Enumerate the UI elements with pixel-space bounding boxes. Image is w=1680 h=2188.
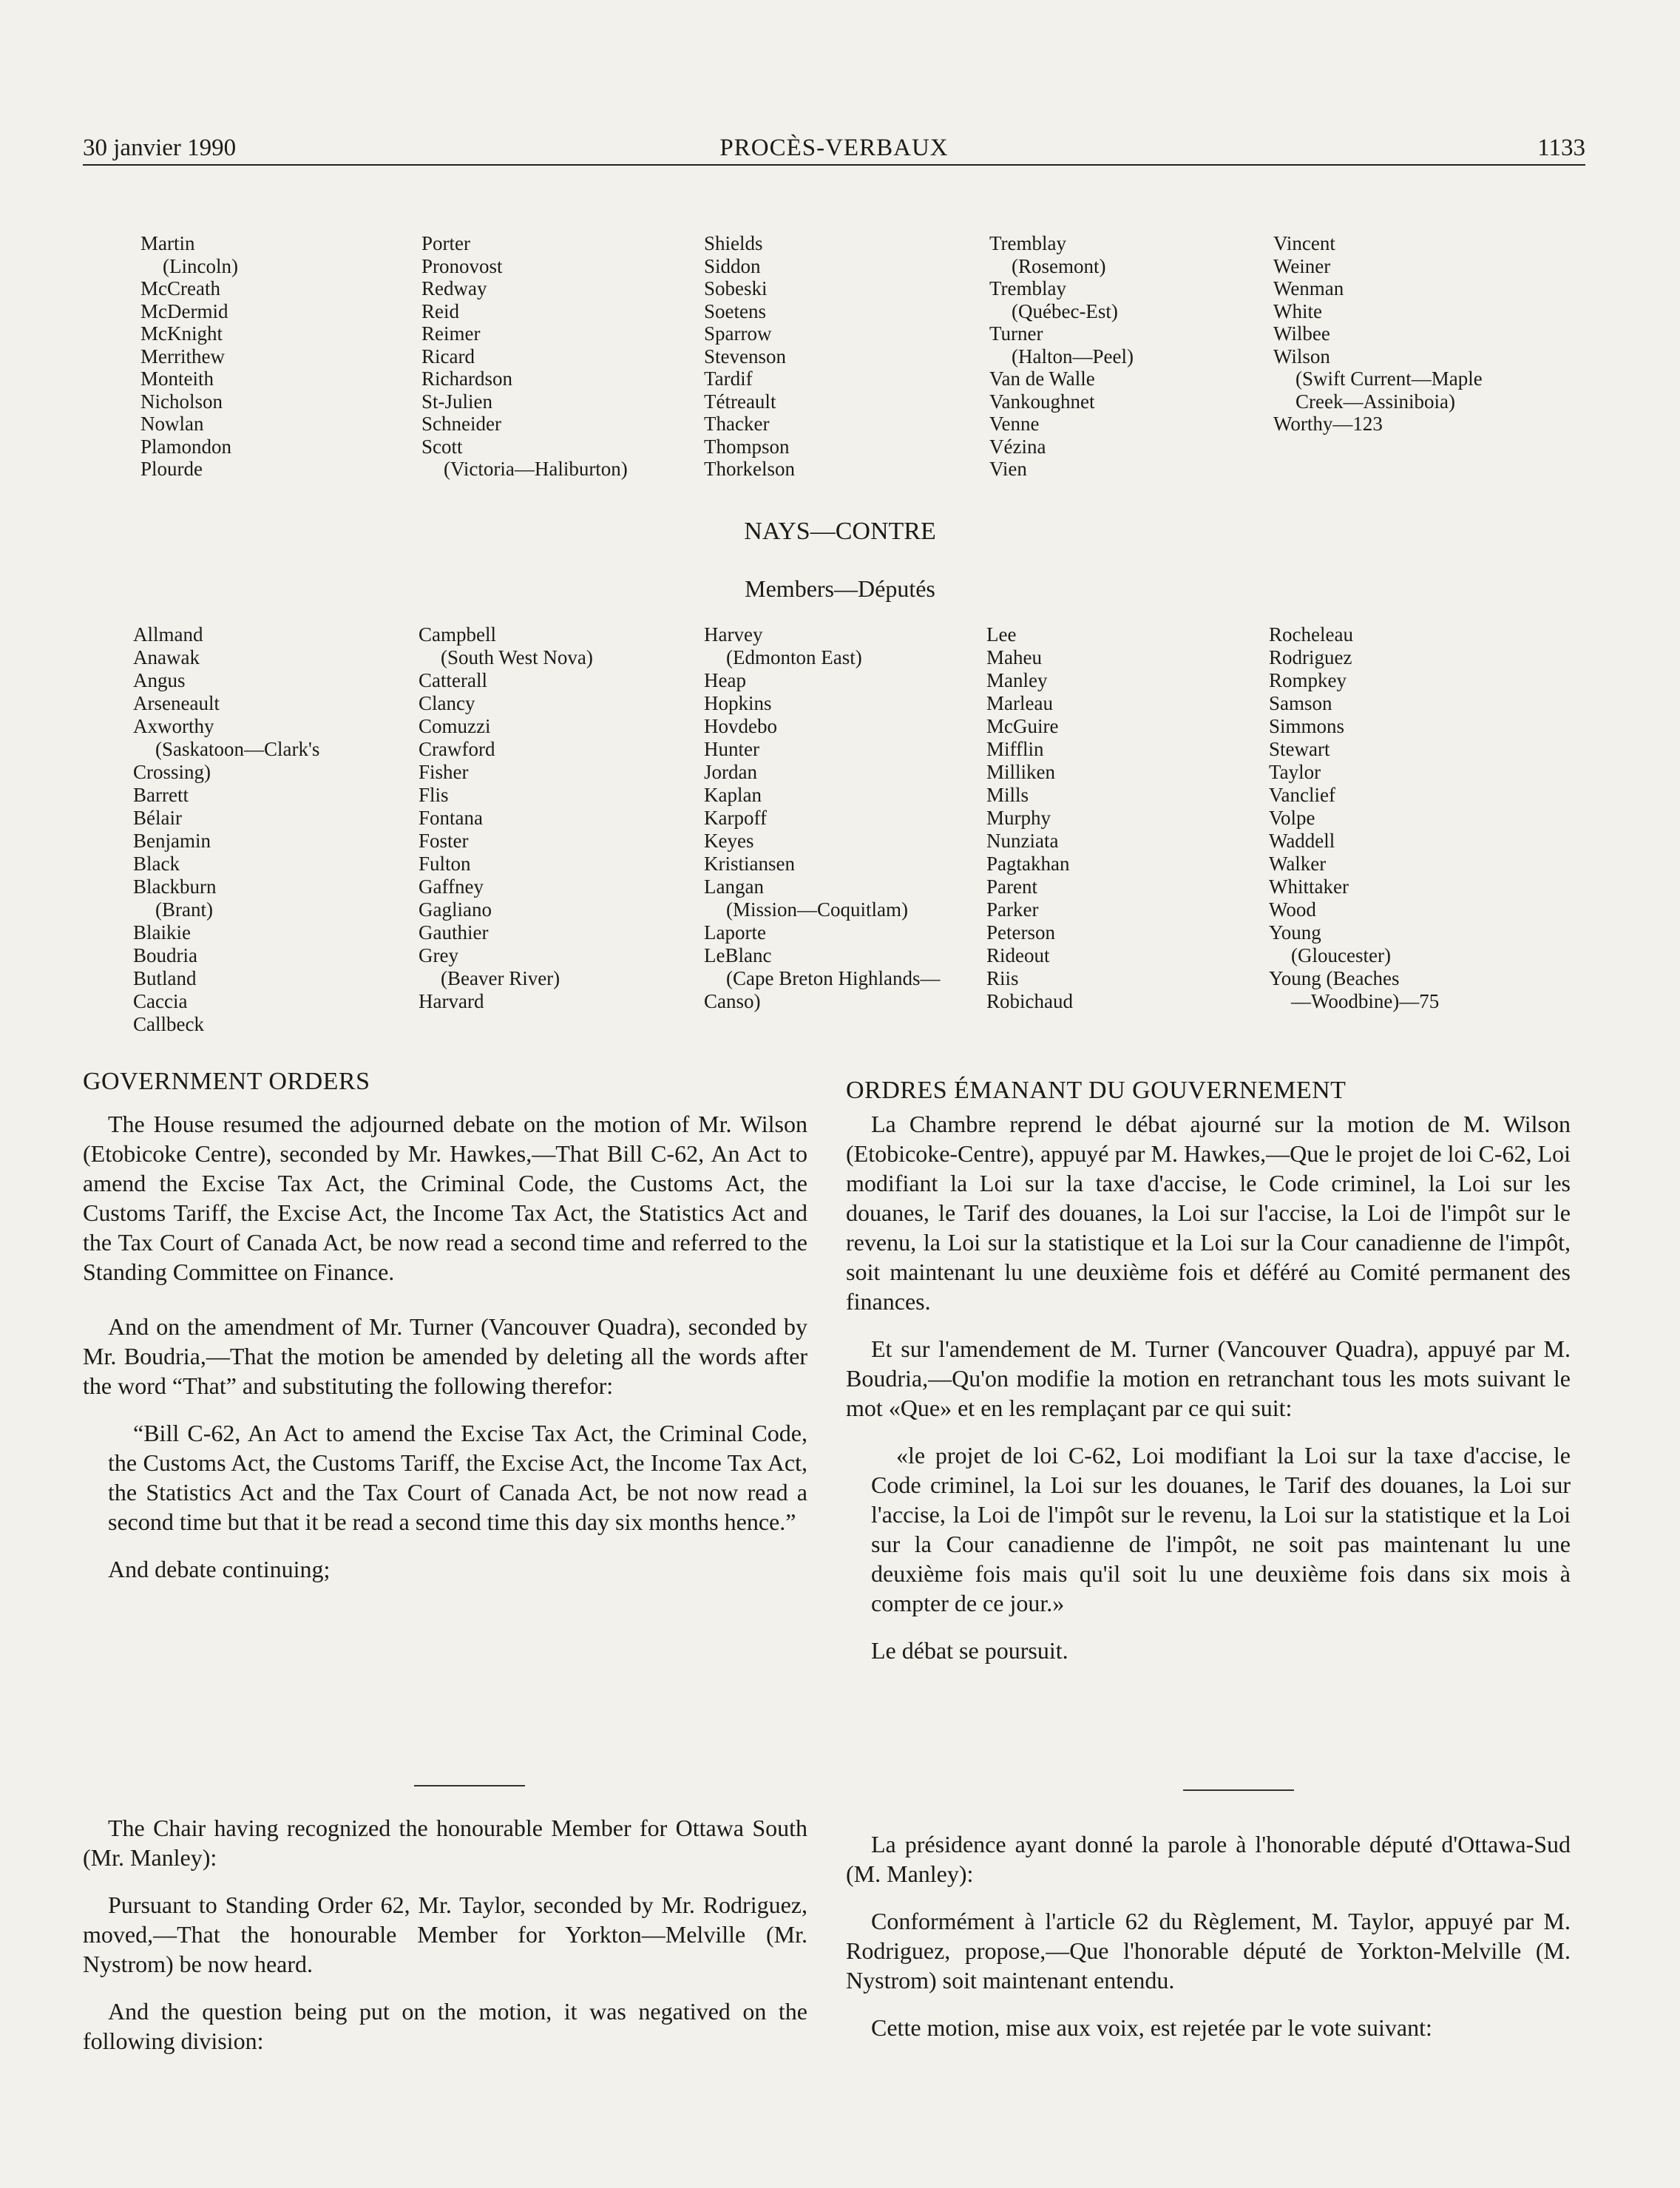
member-name: Comuzzi: [419, 715, 491, 737]
member-name: Thompson: [704, 435, 790, 458]
member-name: (South West Nova): [441, 646, 593, 668]
member-name: (Lincoln): [163, 254, 238, 277]
name-column: [1269, 623, 1439, 1013]
member-name: McCreath: [140, 277, 220, 299]
member-name: Creek—Assiniboia): [1295, 390, 1455, 413]
member-name: Catterall: [419, 669, 487, 691]
member-name: Harvey: [704, 623, 763, 646]
member-name: Riis: [986, 967, 1019, 989]
member-name: Blaikie: [133, 921, 191, 944]
member-name: Worthy—123: [1273, 413, 1383, 435]
member-name: Waddell: [1269, 830, 1335, 852]
member-name: Scott: [421, 435, 463, 458]
member-name: Volpe: [1269, 807, 1315, 829]
member-name: Tardif: [704, 368, 753, 390]
member-name: Kristiansen: [704, 853, 795, 875]
member-name: —Woodbine)—75: [1291, 990, 1440, 1012]
member-name: McGuire: [986, 715, 1059, 737]
member-name: Monteith: [140, 368, 214, 390]
member-name: Angus: [133, 669, 186, 691]
name-column: [133, 623, 319, 1036]
name-column: [704, 232, 795, 481]
nays-heading: NAYS—CONTRE: [744, 518, 936, 545]
member-name: Soetens: [704, 299, 766, 322]
member-name: Barrett: [133, 784, 189, 806]
member-name: Parker: [986, 898, 1039, 921]
member-name: Flis: [419, 784, 449, 806]
header-date: 30 janvier 1990: [83, 135, 237, 161]
member-name: Gaffney: [419, 875, 484, 898]
member-name: Gagliano: [419, 898, 492, 921]
english-paragraph: Pursuant to Standing Order 62, Mr. Taylor, seconded by Mr. Rodriguez, moved,—That the honourable Member for Yorkton—Melville (Mr. Nystrom) be now heard.: [83, 1891, 807, 1977]
member-name: (Beaver River): [441, 967, 560, 989]
french-paragraph: La présidence ayant donné la parole à l'honorable député d'Ottawa-Sud (M. Manley):: [846, 1831, 1571, 1887]
member-name: Vanclief: [1269, 784, 1335, 806]
member-name: Lee: [986, 623, 1017, 646]
member-name: Venne: [989, 413, 1040, 435]
member-name: Boudria: [133, 944, 197, 966]
member-name: Clancy: [419, 692, 475, 714]
member-name: Mifflin: [986, 738, 1044, 760]
member-name: Caccia: [133, 990, 188, 1012]
header-title: PROCÈS-VERBAUX: [719, 135, 949, 161]
member-name: Gauthier: [419, 921, 489, 944]
member-name: Redway: [421, 277, 487, 299]
english-paragraph: And on the amendment of Mr. Turner (Vancouver Quadra), seconded by Mr. Boudria,—That the motion be amended by deleting all the words after the word “That” and substituting the following therefor:: [83, 1313, 807, 1399]
member-name: Arseneault: [133, 692, 220, 714]
member-name: Vincent: [1273, 232, 1335, 254]
member-name: Kaplan: [704, 784, 762, 806]
member-name: Shields: [704, 232, 763, 254]
member-name: White: [1273, 299, 1322, 322]
member-name: Siddon: [704, 254, 761, 277]
member-name: (Mission—Coquitlam): [726, 898, 909, 921]
member-name: Keyes: [704, 830, 754, 852]
member-name: Hopkins: [704, 692, 772, 714]
member-name: Sparrow: [704, 322, 772, 345]
member-name: Laporte: [704, 921, 766, 944]
member-name: Porter: [421, 232, 470, 254]
member-name: Mills: [986, 784, 1029, 806]
member-name: Butland: [133, 967, 197, 989]
member-name: Jordan: [704, 761, 757, 783]
french-paragraph: La Chambre reprend le débat ajourné sur la motion de M. Wilson (Etobicoke-Centre), appuyé par M. Hawkes,—Que le projet de loi C-62, Loi modifiant la Loi sur la taxe d'accise, le Code criminel, la Loi sur les douanes, le Tarif des douanes, la Loi sur l'accise, la Loi de l'impôt sur le revenu, la Loi sur la statistique et la Loi sur la Cour canadienne de l'impôt, soit maintenant lu une deuxième fois et déféré au Comité permanent des finances.: [846, 1111, 1571, 1315]
member-name: Stevenson: [704, 345, 786, 368]
member-name: Weiner: [1273, 254, 1331, 277]
member-name: Canso): [704, 990, 761, 1012]
member-name: Rodriguez: [1269, 646, 1352, 668]
member-name: Robichaud: [986, 990, 1073, 1012]
member-name: Wilbee: [1273, 322, 1330, 345]
member-name: Vézina: [989, 435, 1046, 458]
member-name: Wood: [1269, 898, 1316, 921]
member-name: (Halton—Peel): [1012, 345, 1134, 368]
member-name: (Gloucester): [1291, 944, 1391, 966]
member-name: Hunter: [704, 738, 759, 760]
english-paragraph: The House resumed the adjourned debate on the motion of Mr. Wilson (Etobicoke Centre), seconded by Mr. Hawkes,—That Bill C-62, An Act to amend the Excise Tax Act, the Criminal Code, the Customs Act, the Customs Tariff, the Excise Act, the Income Tax Act, the Statistics Act and the Tax Court of Canada Act, be now read a second time and referred to the Standing Committee on Finance.: [83, 1111, 807, 1285]
english-column-lower: [83, 1813, 807, 2073]
member-name: Pagtakhan: [986, 853, 1070, 875]
member-name: Thorkelson: [704, 458, 795, 480]
member-name: Samson: [1269, 692, 1332, 714]
member-name: Karpoff: [704, 807, 767, 829]
member-name: Nowlan: [140, 413, 204, 435]
member-name: (Brant): [155, 898, 213, 921]
member-name: Nicholson: [140, 390, 223, 413]
member-name: St-Julien: [421, 390, 493, 413]
english-paragraph: And the question being put on the motion, it was negatived on the following division:: [83, 1998, 807, 2054]
member-name: Martin: [140, 232, 195, 254]
member-name: Callbeck: [133, 1013, 204, 1035]
member-name: Whittaker: [1269, 875, 1349, 898]
name-column: [704, 623, 940, 1013]
member-name: Bélair: [133, 807, 182, 829]
member-name: Schneider: [421, 413, 501, 435]
english-quote: “Bill C-62, An Act to amend the Excise Tax Act, the Criminal Code, the Customs Act, the Customs Tariff, the Excise Act, the Income Tax Act, the Statistics Act and the Tax Court of Canada Act, be not now read a second time but that it be read a second time this day six months hence.”: [108, 1420, 807, 1535]
name-column: [989, 232, 1134, 481]
english-paragraph: The Chair having recognized the honourable Member for Ottawa South (Mr. Manley):: [83, 1815, 807, 1871]
member-name: LeBlanc: [704, 944, 772, 966]
member-name: Young: [1269, 921, 1321, 944]
french-paragraph: Conformément à l'article 62 du Règlement, M. Taylor, appuyé par M. Rodriguez, propose,—Que l'honorable député de Yorkton-Melville (M. Nystrom) soit maintenant entendu.: [846, 1908, 1571, 1994]
name-column: [1273, 232, 1483, 436]
member-name: Heap: [704, 669, 746, 691]
member-name: Fisher: [419, 761, 469, 783]
member-name: Ricard: [421, 345, 475, 368]
member-name: McDermid: [140, 299, 228, 322]
member-name: (Swift Current—Maple: [1295, 368, 1483, 390]
member-name: Harvard: [419, 990, 484, 1012]
member-name: Pronovost: [421, 254, 503, 277]
member-name: Black: [133, 853, 180, 875]
member-name: Reimer: [421, 322, 481, 345]
member-name: Merrithew: [140, 345, 225, 368]
english-paragraph: And debate continuing;: [108, 1556, 331, 1582]
member-name: Nunziata: [986, 830, 1059, 852]
section-divider: [414, 1785, 525, 1786]
french-section-title: ORDRES ÉMANANT DU GOUVERNEMENT: [846, 1077, 1347, 1104]
member-name: Allmand: [133, 623, 203, 646]
member-name: Taylor: [1269, 761, 1321, 783]
member-name: Tremblay: [989, 277, 1067, 299]
member-name: Plamondon: [140, 435, 232, 458]
french-column: [846, 1109, 1571, 1683]
member-name: Foster: [419, 830, 469, 852]
member-name: (Québec-Est): [1012, 299, 1118, 322]
member-name: Reid: [421, 299, 459, 322]
member-name: Wilson: [1273, 345, 1330, 368]
member-name: Manley: [986, 669, 1048, 691]
member-name: Young (Beaches: [1269, 967, 1400, 989]
member-name: (Cape Breton Highlands—: [726, 967, 941, 989]
page-number: 1133: [1537, 135, 1585, 161]
member-name: Walker: [1269, 853, 1327, 875]
member-name: (Victoria—Haliburton): [444, 458, 628, 480]
member-name: Milliken: [986, 761, 1055, 783]
page-header: [83, 132, 1585, 166]
member-name: Rocheleau: [1269, 623, 1353, 646]
french-column-lower: [846, 1829, 1571, 2060]
member-name: Benjamin: [133, 830, 211, 852]
member-name: Hovdebo: [704, 715, 777, 737]
name-column: [986, 623, 1073, 1013]
member-name: Rideout: [986, 944, 1050, 966]
member-name: Richardson: [421, 368, 512, 390]
members-heading: Members—Députés: [745, 575, 935, 602]
member-name: Stewart: [1269, 738, 1330, 760]
member-name: Parent: [986, 875, 1037, 898]
member-name: Crawford: [419, 738, 495, 760]
name-column: [419, 623, 593, 1013]
member-name: Tremblay: [989, 232, 1067, 254]
member-name: (Saskatoon—Clark's: [155, 738, 320, 760]
member-name: Peterson: [986, 921, 1055, 944]
name-column: [140, 232, 238, 481]
french-quote: «le projet de loi C-62, Loi modifiant la Loi sur la taxe d'accise, le Code criminel, la Loi sur les douanes, le Tarif des douanes, la Loi sur l'accise, la Loi de l'impôt sur le revenu, la Loi sur la statistique et la Loi sur la Cour canadienne de l'impôt, ne soit pas maintenant lu une deuxième fois mais qu'il soit lu une deuxième fois dans six mois à compter de ce jour.»: [871, 1442, 1571, 1616]
french-paragraph: Le débat se poursuit.: [871, 1637, 1068, 1664]
member-name: Tétreault: [704, 390, 776, 413]
member-name: McKnight: [140, 322, 223, 345]
member-name: Blackburn: [133, 875, 217, 898]
name-column: [421, 232, 628, 481]
member-name: Axworthy: [133, 715, 214, 737]
english-column: [83, 1109, 807, 1602]
member-name: Crossing): [133, 761, 211, 783]
section-divider: [1183, 1789, 1294, 1791]
english-section-title: GOVERNMENT ORDERS: [83, 1068, 370, 1095]
member-name: Vien: [989, 458, 1027, 480]
member-name: Maheu: [986, 646, 1042, 668]
french-paragraph: Cette motion, mise aux voix, est rejetée par le vote suivant:: [871, 2014, 1432, 2041]
member-name: Plourde: [140, 458, 203, 480]
member-name: Murphy: [986, 807, 1051, 829]
member-name: (Rosemont): [1012, 254, 1106, 277]
member-name: Fulton: [419, 853, 471, 875]
member-name: Thacker: [704, 413, 770, 435]
member-name: Vankoughnet: [989, 390, 1095, 413]
member-name: Fontana: [419, 807, 483, 829]
member-name: Van de Walle: [989, 368, 1095, 390]
member-name: Campbell: [419, 623, 496, 646]
member-name: Sobeski: [704, 277, 768, 299]
member-name: Grey: [419, 944, 458, 966]
member-name: Turner: [989, 322, 1043, 345]
member-name: Rompkey: [1269, 669, 1347, 691]
member-name: Langan: [704, 875, 764, 898]
french-paragraph: Et sur l'amendement de M. Turner (Vancouver Quadra), appuyé par M. Boudria,—Qu'on modifie la motion en retranchant tous les mots suivant le mot «Que» et en les remplaçant par ce qui suit:: [846, 1335, 1571, 1421]
member-name: Marleau: [986, 692, 1053, 714]
member-name: Wenman: [1273, 277, 1344, 299]
member-name: (Edmonton East): [726, 646, 862, 668]
member-name: Anawak: [133, 646, 200, 668]
member-name: Simmons: [1269, 715, 1345, 737]
